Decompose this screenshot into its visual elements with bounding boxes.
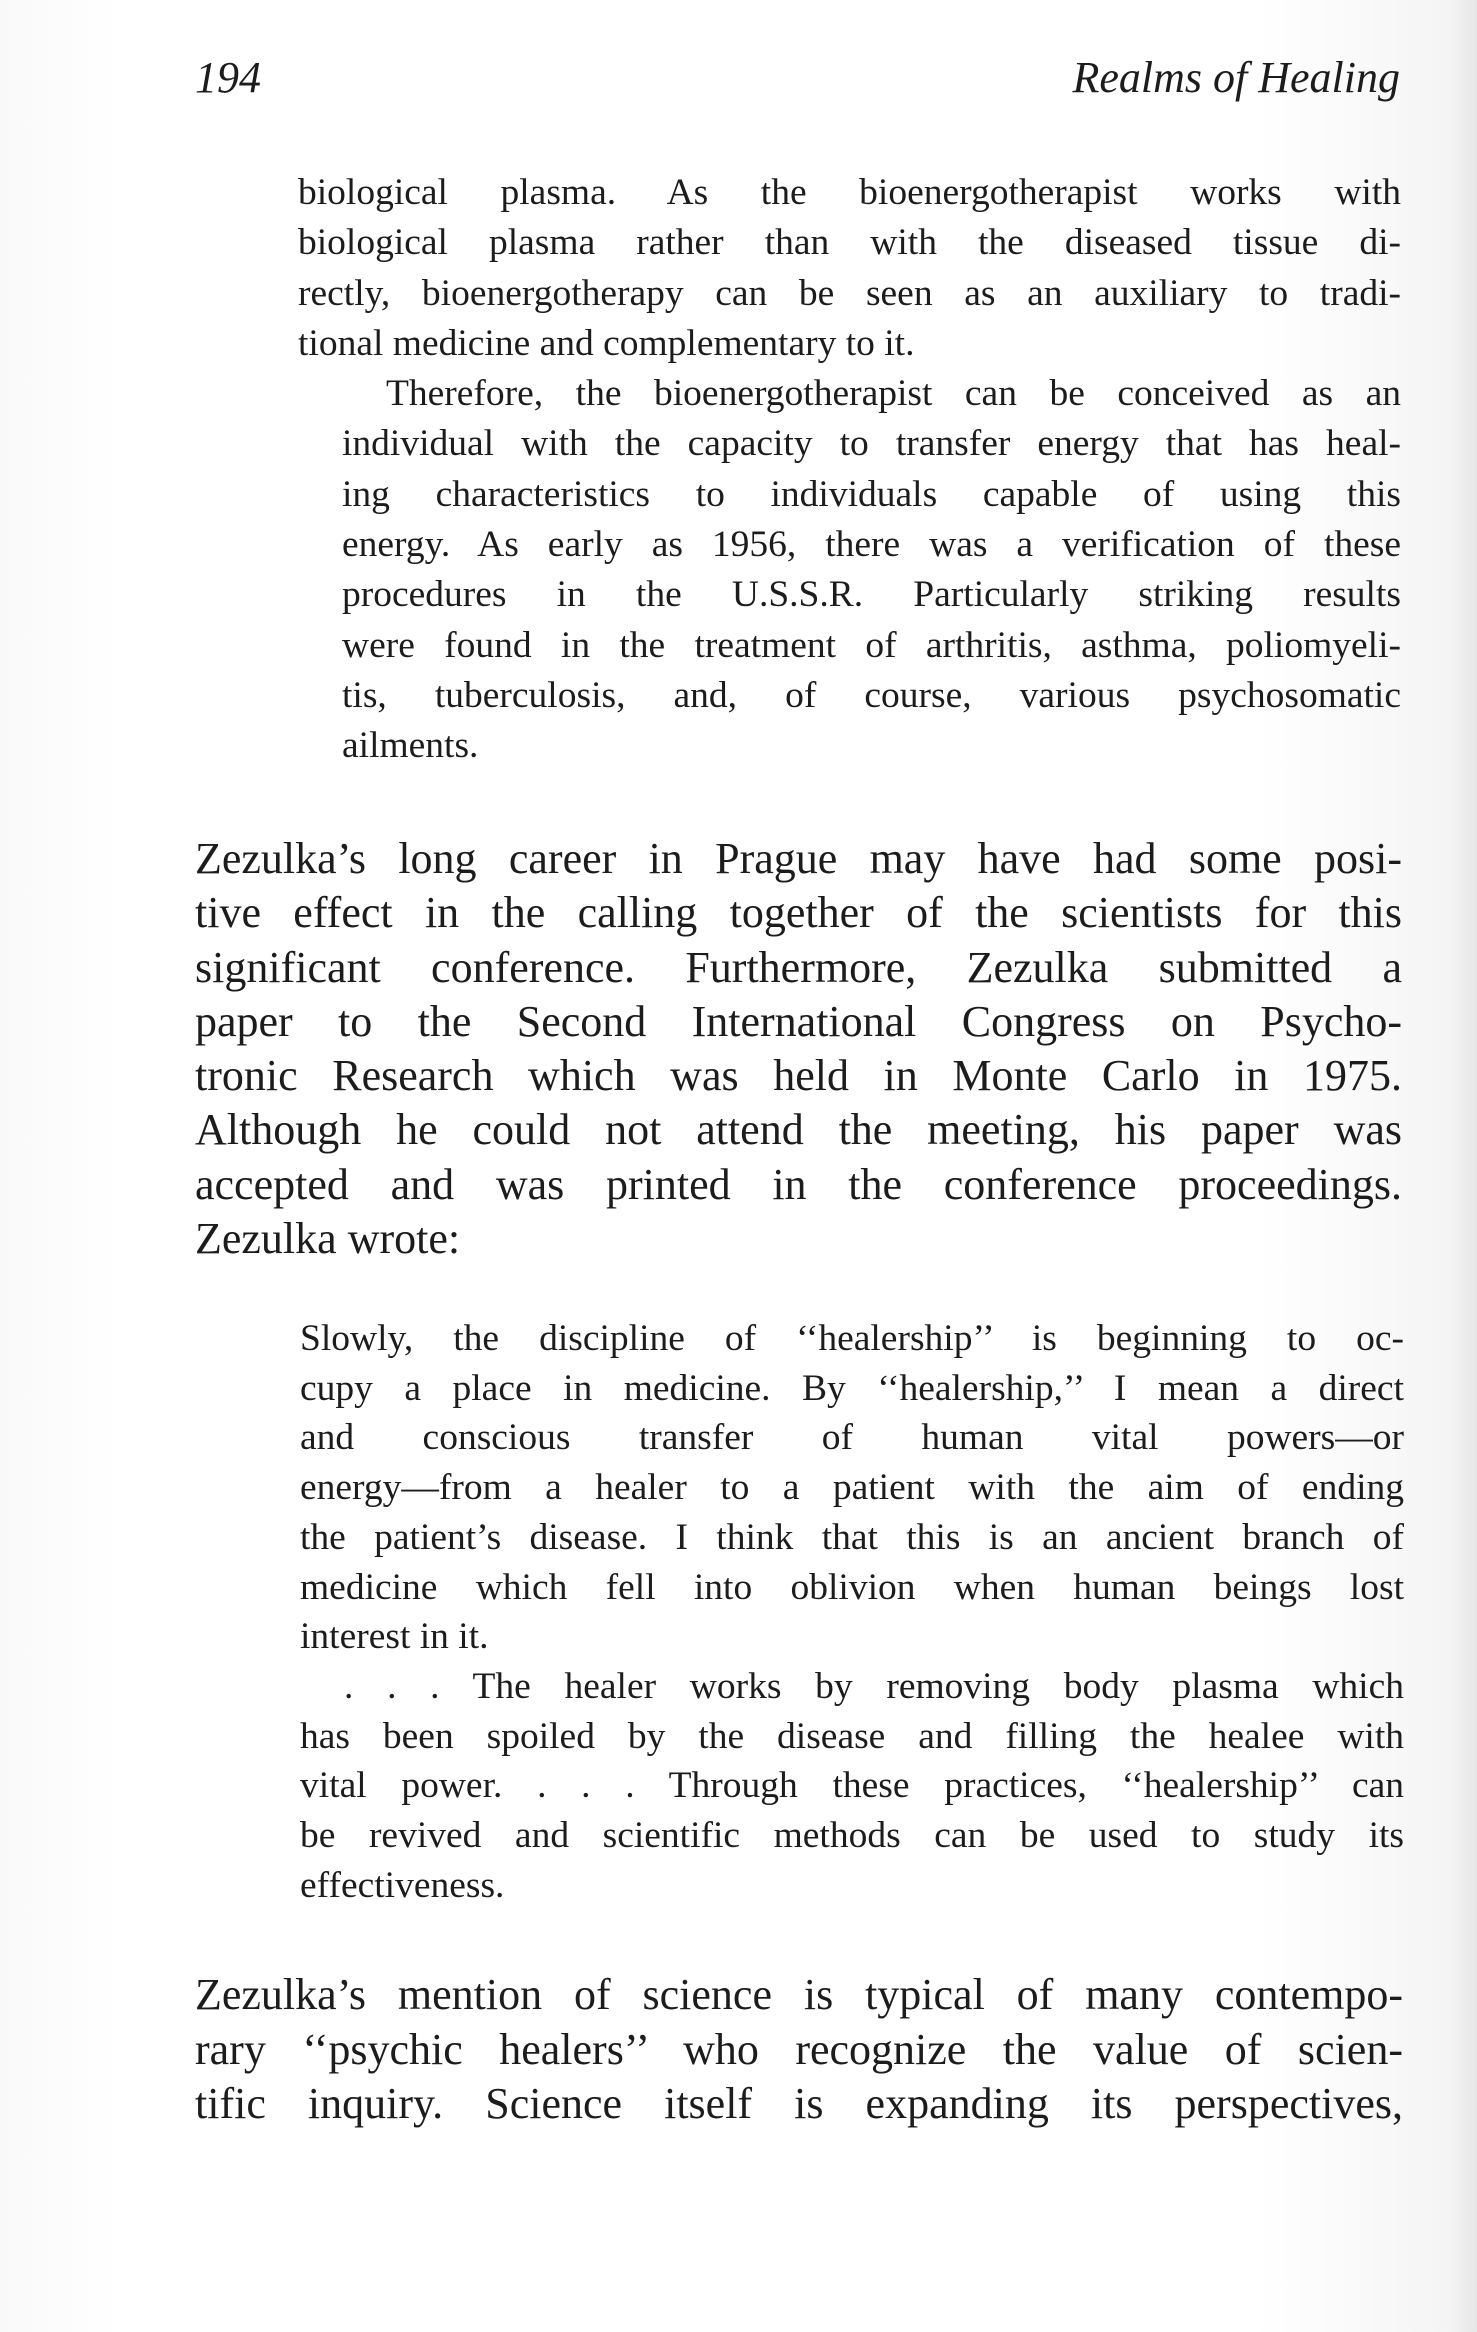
page-number: 194 bbox=[195, 53, 261, 102]
text-line: ailments. bbox=[342, 725, 479, 767]
text-line: the patient’s disease. I think that this is an ancient branch of bbox=[300, 1516, 1404, 1558]
body-paragraph-zezulka-career bbox=[195, 832, 1402, 1266]
text-line: Slowly, the discipline of ‘‘healership’’ is beginning to oc- bbox=[300, 1318, 1404, 1359]
text-line: Although he could not attend the meeting, his paper was bbox=[195, 1105, 1402, 1155]
text-line: Zezulka’s long career in Prague may have had some posi- bbox=[195, 834, 1402, 883]
block-quote-healership bbox=[300, 1314, 1404, 1910]
text-line: tronic Research which was held in Monte Carlo in 1975. bbox=[195, 1051, 1402, 1101]
text-line: energy. As early as 1956, there was a verification of these bbox=[342, 524, 1401, 566]
text-line: biological plasma. As the bioenergotherapist works with bbox=[298, 172, 1401, 213]
quote-paragraph-1 bbox=[300, 1314, 1404, 1662]
text-line: paper to the Second International Congress on Psycho- bbox=[195, 996, 1402, 1046]
text-line: has been spoiled by the disease and filling the healee with bbox=[300, 1715, 1404, 1757]
quote-paragraph-2 bbox=[298, 369, 1401, 771]
text-line: and conscious transfer of human vital powers—or bbox=[300, 1417, 1404, 1459]
quote-paragraph-1 bbox=[298, 168, 1401, 369]
text-line: individual with the capacity to transfer energy that has heal- bbox=[342, 423, 1401, 465]
text-line: energy—from a healer to a patient with the aim of ending bbox=[300, 1467, 1404, 1509]
text-line: were found in the treatment of arthritis, asthma, poliomyeli- bbox=[342, 624, 1401, 666]
text-line: tional medicine and complementary to it. bbox=[298, 322, 915, 364]
text-line: biological plasma rather than with the diseased tissue di- bbox=[298, 222, 1401, 264]
text-line: be revived and scientific methods can be used to study its bbox=[300, 1815, 1404, 1857]
page-edge-shadow bbox=[1447, 0, 1477, 2332]
text-line: rary ‘‘psychic healers’’ who recognize the value of scien- bbox=[195, 2024, 1403, 2074]
body-paragraph-science bbox=[195, 1968, 1403, 2132]
text-line: cupy a place in medicine. By ‘‘healership,’’ I mean a direct bbox=[300, 1367, 1404, 1409]
text-line: medicine which fell into oblivion when human beings lost bbox=[300, 1566, 1404, 1608]
text-line: . . . The healer works by removing body plasma which bbox=[344, 1665, 1404, 1707]
quote-paragraph-2 bbox=[300, 1662, 1404, 1911]
text-line: rectly, bioenergotherapy can be seen as an auxiliary to tradi- bbox=[298, 272, 1401, 314]
text-line: tive effect in the calling together of the scientists for this bbox=[195, 888, 1402, 938]
text-line: Zezulka wrote: bbox=[195, 1214, 461, 1264]
text-line: accepted and was printed in the conference proceedings. bbox=[195, 1159, 1402, 1209]
text-line: interest in it. bbox=[300, 1616, 489, 1658]
text-line: tis, tuberculosis, and, of course, various psychosomatic bbox=[342, 674, 1401, 716]
text-line: vital power. . . . Through these practices, ‘‘healership’’ can bbox=[300, 1765, 1404, 1807]
text-line: significant conference. Furthermore, Zezulka submitted a bbox=[195, 942, 1402, 992]
text-line: effectiveness. bbox=[300, 1864, 505, 1906]
running-title: Realms of Healing bbox=[1072, 53, 1400, 102]
text-line: Therefore, the bioenergotherapist can be conceived as an bbox=[386, 373, 1401, 415]
text-line: tific inquiry. Science itself is expanding its perspectives, bbox=[195, 2079, 1403, 2128]
text-line: Zezulka’s mention of science is typical of many contempo- bbox=[195, 1970, 1403, 2019]
text-line: ing characteristics to individuals capable of using this bbox=[342, 473, 1401, 515]
text-line: procedures in the U.S.S.R. Particularly striking results bbox=[342, 574, 1401, 616]
block-quote-bioenergotherapy bbox=[298, 168, 1401, 772]
page-header bbox=[195, 48, 1400, 108]
